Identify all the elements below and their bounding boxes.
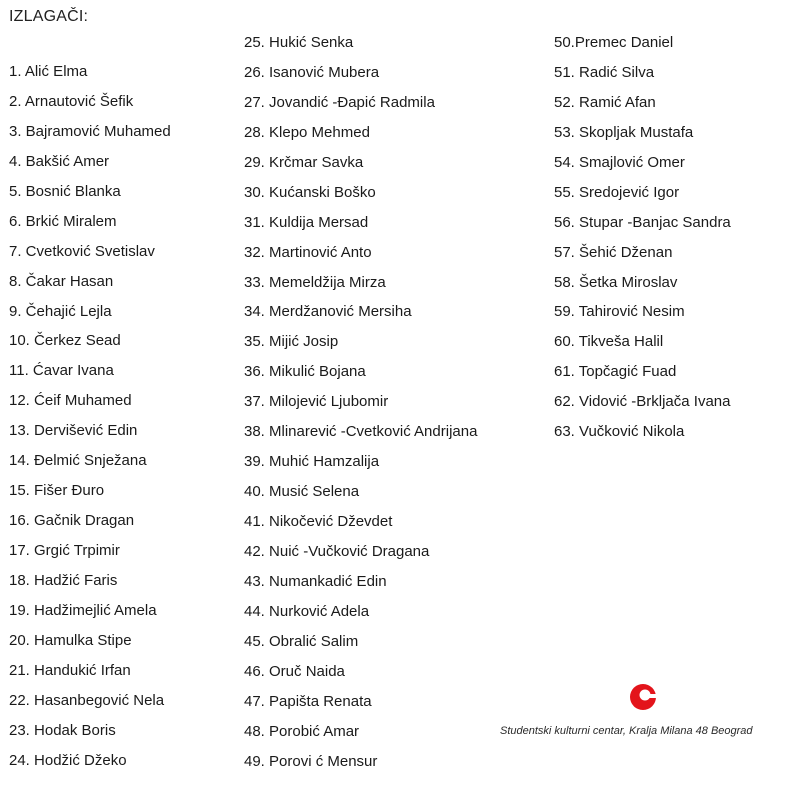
skc-logo-icon (628, 682, 658, 712)
exhibitor-item: 4. Bakšić Amer (9, 152, 110, 170)
exhibitor-item: 9. Čehajić Lejla (9, 302, 112, 320)
exhibitor-item: 33. Memeldžija Mirza (244, 273, 386, 291)
exhibitor-item: 60. Tikveša Halil (554, 333, 664, 351)
exhibitor-item: 3. Bajramović Muhamed (9, 122, 171, 140)
exhibitor-item: 8. Čakar Hasan (9, 272, 114, 290)
exhibitor-item: 43. Numankadić Edin (244, 572, 387, 590)
exhibitor-item: 48. Porobić Amar (244, 722, 360, 740)
exhibitor-item: 52. Ramić Afan (554, 93, 656, 111)
exhibitor-item: 47. Papišta Renata (244, 692, 372, 710)
exhibitor-item: 50.Premec Daniel (554, 34, 674, 51)
exhibitor-item: 57. Šehić Dženan (554, 243, 673, 261)
venue-address: Studentski kulturni centar, Kralja Milana 48 Beograd (500, 725, 753, 737)
exhibitor-item: 45. Obralić Salim (244, 632, 359, 650)
exhibitor-item: 25. Hukić Senka (244, 34, 354, 51)
exhibitor-item: 40. Musić Selena (244, 483, 360, 501)
exhibitor-item: 21. Handukić Irfan (9, 661, 131, 679)
exhibitor-item: 15. Fišer Đuro (9, 482, 105, 500)
exhibitor-item: 55. Sredojević Igor (554, 183, 680, 201)
exhibitor-item: 1. Alić Elma (9, 63, 88, 80)
exhibitor-item: 6. Brkić Miralem (9, 212, 117, 230)
exhibitor-item: 51. Radić Silva (554, 63, 655, 81)
exhibitor-item: 49. Porovi ć Mensur (244, 752, 378, 770)
exhibitor-item: 23. Hodak Boris (9, 721, 116, 739)
exhibitor-item: 2. Arnautović Šefik (9, 92, 134, 110)
exhibitors-column-2 (244, 28, 477, 776)
exhibitor-item: 19. Hadžimejlić Amela (9, 601, 157, 619)
exhibitor-item: 59. Tahirović Nesim (554, 303, 685, 321)
exhibitor-item: 30. Kućanski Boško (244, 183, 376, 201)
exhibitor-item: 62. Vidović -Brkljača Ivana (554, 393, 731, 411)
exhibitor-item: 39. Muhić Hamzalija (244, 453, 380, 471)
exhibitor-item: 54. Smajlović Omer (554, 153, 685, 171)
exhibitor-item: 11. Ćavar Ivana (9, 362, 114, 380)
exhibitor-item: 16. Gačnik Dragan (9, 512, 135, 530)
exhibitor-item: 20. Hamulka Stipe (9, 631, 132, 649)
exhibitor-item: 63. Vučković Nikola (554, 423, 685, 441)
exhibitor-item: 22. Hasanbegović Nela (9, 691, 165, 709)
exhibitor-item: 28. Klepo Mehmed (244, 123, 370, 141)
exhibitor-item: 58. Šetka Miroslav (554, 273, 678, 291)
exhibitor-item: 13. Dervišević Edin (9, 422, 138, 440)
exhibitors-column-1 (9, 57, 171, 776)
exhibitor-item: 37. Milojević Ljubomir (244, 393, 389, 411)
exhibitor-item: 56. Stupar -Banjac Sandra (554, 213, 731, 231)
exhibitor-item: 26. Isanović Mubera (244, 63, 380, 81)
page-heading: IZLAGAČI: (9, 8, 89, 25)
exhibitor-item: 53. Skopljak Mustafa (554, 123, 694, 141)
exhibitor-item: 61. Topčagić Fuad (554, 363, 677, 381)
exhibitor-item: 42. Nuić -Vučković Dragana (244, 542, 430, 560)
exhibitor-item: 27. Jovandić -Đapić Radmila (244, 93, 435, 111)
exhibitor-item: 29. Krčmar Savka (244, 153, 364, 171)
exhibitor-item: 7. Cvetković Svetislav (9, 242, 155, 260)
exhibitor-item: 5. Bosnić Blanka (9, 182, 121, 200)
exhibitor-item: 44. Nurković Adela (244, 602, 370, 620)
exhibitor-item: 14. Đelmić Snježana (9, 452, 147, 470)
exhibitor-item: 18. Hadžić Faris (9, 571, 118, 589)
exhibitor-item: 38. Mlinarević -Cvetković Andrijana (244, 423, 478, 441)
exhibitor-item: 31. Kuldija Mersad (244, 213, 369, 231)
exhibitor-item: 17. Grgić Trpimir (9, 542, 120, 559)
exhibitor-item: 10. Čerkez Sead (9, 332, 121, 350)
exhibitor-item: 32. Martinović Anto (244, 243, 372, 261)
exhibitor-item: 41. Nikočević Dževdet (244, 513, 393, 530)
exhibitor-item: 46. Oruč Naida (244, 662, 345, 680)
exhibitor-item: 12. Ćeif Muhamed (9, 392, 132, 410)
exhibitor-item: 35. Mijić Josip (244, 333, 339, 351)
exhibitors-column-3 (554, 28, 731, 447)
exhibitor-item: 36. Mikulić Bojana (244, 363, 366, 381)
exhibitor-item: 34. Merdžanović Mersiha (244, 303, 412, 321)
exhibitor-item: 24. Hodžić Džeko (9, 751, 127, 769)
